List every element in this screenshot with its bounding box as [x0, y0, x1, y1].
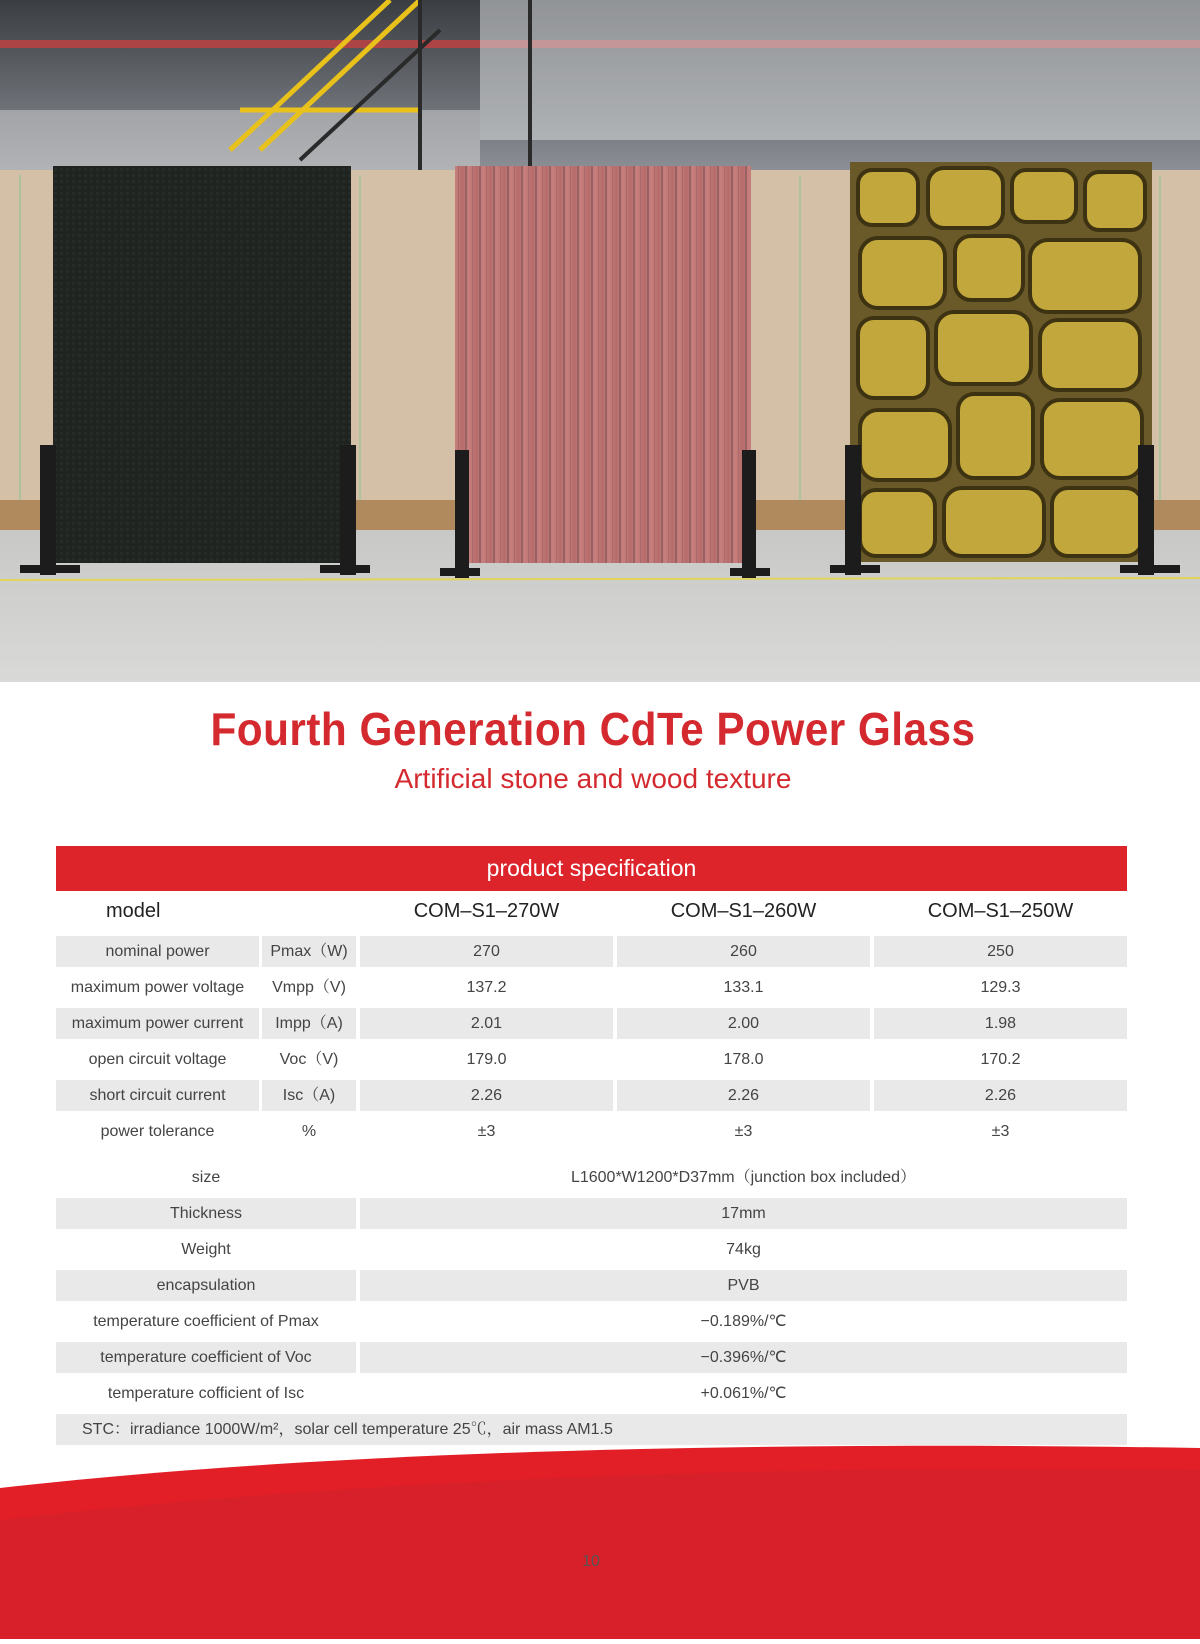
spec-cell: 17mm: [360, 1198, 1127, 1229]
spec-table-header: product specification: [56, 846, 1127, 891]
spec-row-power-tolerance: [56, 1116, 1127, 1147]
spec-row-unit: Isc（A): [262, 1080, 356, 1111]
spec-cell: 129.3: [980, 979, 1021, 996]
spec-cell: 2.00: [617, 1008, 870, 1039]
spec-row-label: Weight: [181, 1241, 231, 1258]
spec-cell: 179.0: [466, 1051, 507, 1068]
spec-cell: +0.061%/℃: [700, 1385, 787, 1402]
spec-row-label: short circuit current: [56, 1080, 259, 1111]
spec-row-thickness: [56, 1198, 1127, 1229]
spec-row-unit: Vmpp（V): [272, 979, 346, 996]
page-number: 10: [582, 1553, 600, 1570]
spec-row-nominal-power: [56, 936, 1127, 967]
model-name: COM–S1–270W: [413, 900, 560, 922]
spec-row-label: temperature cofficient of Isc: [107, 1385, 305, 1402]
stc-note: STC：irradiance 1000W/m²，solar cell temperature 25℃，air mass AM1.5: [56, 1414, 1127, 1445]
spec-cell: PVB: [360, 1270, 1127, 1301]
spec-row-max-power-current: [56, 1008, 1127, 1039]
spec-row-label: open circuit voltage: [88, 1051, 227, 1068]
spec-row-label: encapsulation: [56, 1270, 356, 1301]
spec-cell: L1600*W1200*D37mm（junction box included）: [570, 1169, 917, 1186]
spec-row-short-circuit-current: [56, 1080, 1127, 1111]
spec-row-weight: [56, 1234, 1127, 1265]
spec-row-unit: Pmax（W): [262, 936, 356, 967]
spec-cell: 2.01: [360, 1008, 613, 1039]
spec-cell: 2.26: [874, 1080, 1127, 1111]
spec-row-label: power tolerance: [100, 1123, 215, 1140]
spec-cell: −0.189%/℃: [700, 1313, 787, 1330]
spec-cell: 270: [360, 936, 613, 967]
spec-row-unit: Impp（A): [262, 1008, 356, 1039]
spec-row-temp-coef-pmax: [56, 1306, 1127, 1337]
model-label: model: [106, 900, 161, 922]
spec-row-temp-coef-isc: [56, 1378, 1127, 1409]
spec-row-label: Thickness: [56, 1198, 356, 1229]
spec-cell: ±3: [477, 1123, 496, 1140]
spec-cell: 260: [617, 936, 870, 967]
spec-cell: ±3: [991, 1123, 1010, 1140]
spec-cell: 170.2: [980, 1051, 1021, 1068]
spec-cell: −0.396%/℃: [360, 1342, 1127, 1373]
model-row: [56, 891, 1127, 931]
spec-table: [56, 846, 1127, 1445]
spec-cell: 250: [874, 936, 1127, 967]
hero-photo: [0, 0, 1200, 682]
spec-row-label: temperature coefficient of Voc: [56, 1342, 356, 1373]
spec-cell: ±3: [734, 1123, 753, 1140]
footer-wave: [0, 1440, 1200, 1639]
spec-row-unit: %: [301, 1123, 317, 1140]
model-name: COM–S1–250W: [927, 900, 1074, 922]
spec-row-max-power-voltage: [56, 972, 1127, 1003]
spec-row-label: nominal power: [56, 936, 259, 967]
spec-row-unit: Voc（V): [279, 1051, 339, 1068]
spec-row-label: temperature coefficient of Pmax: [93, 1313, 319, 1330]
spec-cell: 74kg: [726, 1241, 761, 1258]
spec-cell: 133.1: [723, 979, 764, 996]
spec-cell: 2.26: [617, 1080, 870, 1111]
spec-cell: 137.2: [466, 979, 507, 996]
spec-row-temp-coef-voc: [56, 1342, 1127, 1373]
spec-row-open-circuit-voltage: [56, 1044, 1127, 1075]
spec-cell: 2.26: [360, 1080, 613, 1111]
spec-cell: 1.98: [874, 1008, 1127, 1039]
page-title: Fourth Generation CdTe Power Glass: [210, 703, 976, 755]
spec-row-label: maximum power current: [56, 1008, 259, 1039]
spec-cell: 178.0: [723, 1051, 764, 1068]
spec-row-label: maximum power voltage: [70, 979, 245, 996]
model-name: COM–S1–260W: [670, 900, 817, 922]
spec-row-encapsulation: [56, 1270, 1127, 1301]
page-subtitle: Artificial stone and wood texture: [394, 763, 792, 794]
spec-row-size: [56, 1162, 1127, 1193]
spec-row-label: size: [191, 1169, 221, 1186]
